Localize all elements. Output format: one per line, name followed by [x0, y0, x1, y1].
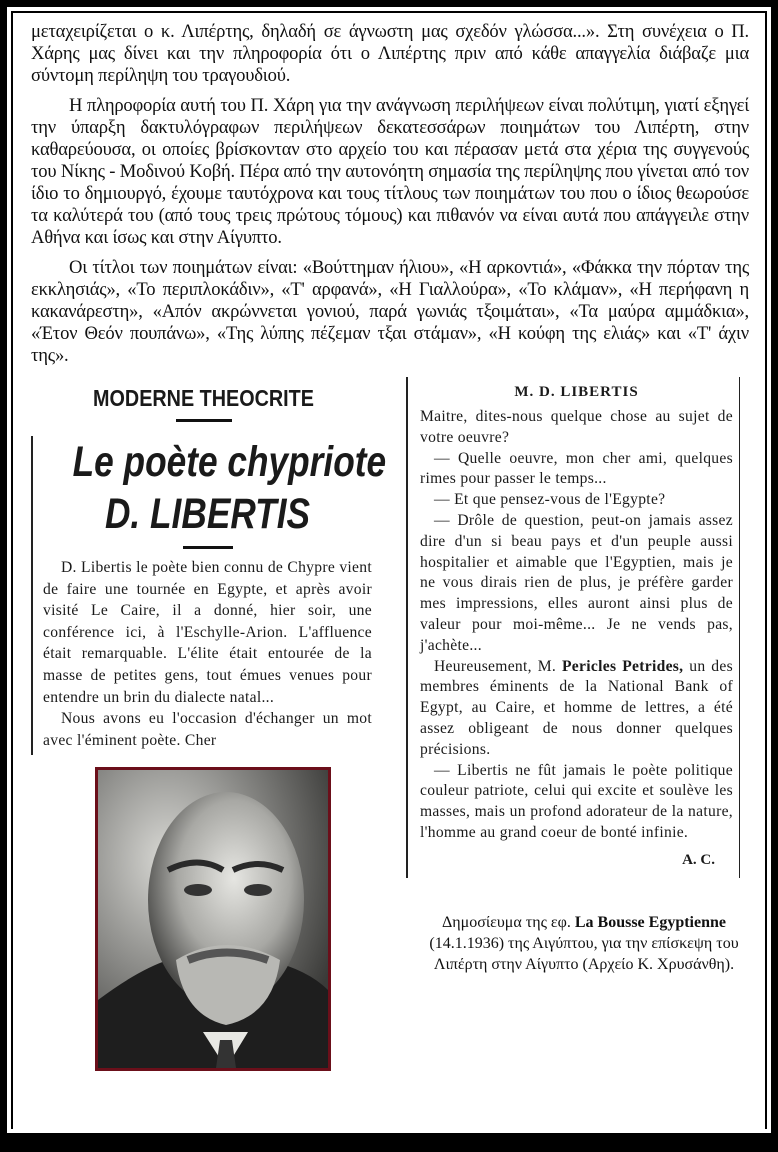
paragraph: μεταχειρίζεται ο κ. Λιπέρτης, δηλαδή σε άγνωστη μας σχεδόν γλώσσα...». Στη συνέχεια ο Π. Χάρης μας δίνει και την πληροφορία ότι ο Λιπέρτης πριν από κάθε απαγγελία διάβαζε μια σύντομη περίληψη του τραγουδιού.	[31, 21, 749, 86]
clipping-kicker: MODERNE THEOCRITE	[93, 385, 314, 411]
left-side	[31, 377, 387, 1071]
clipping-title: M. D. LIBERTIS	[514, 384, 639, 400]
text: un des membres éminents de la National Bank of Egypt, au Caire, et homme de lettres, a été assez obligeant de nous donner quelques précisions.	[420, 657, 733, 758]
paragraph: Nous avons eu l'occasion d'échanger un mot avec l'éminent poète. Cher	[43, 710, 372, 749]
text: Heureusement, M.	[434, 657, 562, 675]
greek-body-text	[31, 21, 749, 367]
clippings-row	[31, 377, 749, 1071]
paragraph: — Libertis ne fût jamais le poète politique couleur patriote, celui qui excite et soulève les masses, mais un profond adorateur de la nature, l'homme au grand coeur de bonté infinie.	[420, 761, 733, 841]
paragraph: Maitre, dites-nous quelque chose au sujet de votre oeuvre?	[420, 408, 733, 446]
paragraph: Οι τίτλοι των ποιημάτων είναι: «Βούττημαν ήλιου», «Η αρκοντιά», «Φάκκα την πόρταν της εκκλησιάς», «Το περιπλοκάδιν», «Τ' αρφανά», «Η Γιαλλούρα», «Το κλάμαν», «Η περήφανη η κακανάρεστη», «Απόν ακρώννεται γονιού, παρά γωνιάς τξοιμάται», «Τα μαύρα αμμάδκια», «Έτον Θεόν πουπάνω», «Της λύπης πέζεμαν τξαι στάμαν», «Η κούφη της ελιάς» και «Τ' άχιν της».	[31, 257, 749, 366]
right-side	[406, 377, 762, 975]
paragraph	[420, 657, 733, 761]
text: (14.1.1936) της Αιγύπτου, για την επίσκεψη του Λιπέρτη στην Αίγυπτο (Αρχείο Κ. Χρυσάνθη).	[429, 934, 739, 973]
clipping-article	[31, 436, 387, 755]
paragraph: Η πληροφορία αυτή του Π. Χάρη για την ανάγνωση περιλήψεων είναι πολύτιμη, γιατί εξηγεί την ύπαρξη δακτυλόγραφων περιλήψεων δεκατεσσάρων ποιημάτων του Λιπέρτη, στην καθαρεύουσα, οι οποίες βρίσκονταν στο αρχείο του και πέρασαν μετά στα χέρια της συγγενούς του Νίκης - Μοδινού Κοβή. Πέρα από την αυτονόητη σημασία της περίληψης που γίνεται από τον ίδιο το δημιουργό, έχουμε ταυτόχρονα και τους τίτλους των ποιημάτων του που ο ίδιος θεωρούσε τα καλύτερά του (από τους τρεις πρώτους τόμους) και πιθανόν να είναι αυτά που απάγγειλε στην Αθήνα και ίσως και στην Αίγυπτο.	[31, 95, 749, 248]
newspaper-clipping-left	[31, 383, 387, 755]
text: Δημοσίευμα της εφ.	[442, 913, 575, 931]
paragraph: D. Libertis le poète bien connu de Chypre vient de faire une tournée en Egypte, et après avoir visité Le Caire, il a donné, hier soir, une conférence ici, à l'Eschylle-Arion. L'affluence était remarquable. L'élite était entourée de la masse de petites gens, tout émues venues pour entendre un brin du dialecte natal...	[43, 559, 372, 706]
divider	[183, 546, 233, 549]
newspaper-name: La Bousse Egyptienne	[574, 913, 726, 931]
paragraph: — Drôle de question, peut-on jamais assez dire d'un si beau pays et d'un peuple aussi hospitalier et aimable que l'Egyptien, mais je ne vous dirais rien de plus, je préfère garder mes impressions, elles auront ainsi plus de valeur pour moi-même... Je ne vends pas, j'achète...	[420, 511, 733, 654]
divider	[176, 419, 232, 422]
paragraph: — Et que pensez-vous de l'Egypte?	[434, 491, 666, 509]
portrait-image	[98, 770, 328, 1068]
headline: Le poète chypriote	[72, 438, 387, 486]
clipping-body	[420, 407, 733, 844]
portrait-photo	[95, 767, 331, 1071]
bold-name: Pericles Petrides,	[561, 657, 684, 675]
signature: A. C.	[682, 851, 715, 868]
figure-caption	[406, 912, 762, 975]
clipping-body	[43, 557, 372, 751]
newspaper-clipping-right	[406, 377, 740, 878]
page-frame	[11, 11, 767, 1129]
document-page	[7, 7, 771, 1133]
paragraph: — Quelle oeuvre, mon cher ami, quelques rimes pour passer le temps...	[420, 449, 733, 488]
headline-name: D. LIBERTIS	[104, 490, 311, 538]
